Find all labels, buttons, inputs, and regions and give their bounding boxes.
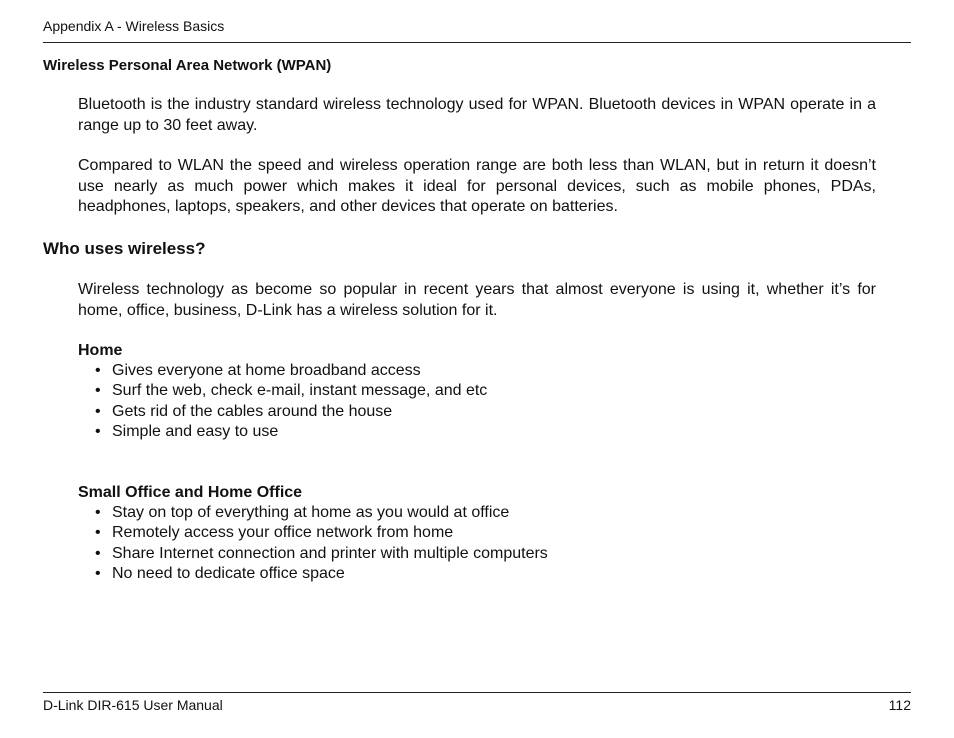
header-divider (43, 42, 911, 43)
list-item: • Remotely access your office network from home (95, 523, 548, 543)
footer-manual-title: D-Link DIR-615 User Manual (43, 697, 223, 713)
home-subheading: Home (78, 342, 123, 359)
office-bullet-list (95, 503, 548, 584)
wpan-paragraph-1: Bluetooth is the industry standard wireless technology used for WPAN. Bluetooth devices in WPAN operate in a range up to 30 feet away. (78, 96, 876, 134)
list-item: • Gives everyone at home broadband access (95, 361, 487, 381)
who-uses-heading: Who uses wireless? (43, 239, 206, 258)
list-item: • No need to dedicate office space (95, 564, 548, 584)
list-item: • Simple and easy to use (95, 422, 487, 442)
page-number: 112 (888, 697, 911, 713)
list-item: • Share Internet connection and printer with multiple computers (95, 544, 548, 564)
who-uses-paragraph: Wireless technology as become so popular in recent years that almost everyone is using it, whether it’s for home, office, business, D-Link has a wireless solution for it. (78, 281, 876, 319)
wpan-paragraph-2: Compared to WLAN the speed and wireless operation range are both less than WLAN, but in return it doesn’t use nearly as much power which makes it ideal for personal devices, such as mobile phones, PDAs, headphones, laptops, speakers, and other devices that operate on batteries. (78, 157, 876, 215)
list-item: • Stay on top of everything at home as you would at office (95, 503, 548, 523)
office-subheading: Small Office and Home Office (78, 484, 303, 501)
list-item: • Gets rid of the cables around the house (95, 402, 487, 422)
list-item: • Surf the web, check e-mail, instant message, and etc (95, 381, 487, 401)
page-header: Appendix A - Wireless Basics (43, 18, 225, 34)
wpan-heading: Wireless Personal Area Network (WPAN) (43, 57, 332, 74)
footer-divider (43, 692, 911, 693)
home-bullet-list (95, 361, 487, 442)
